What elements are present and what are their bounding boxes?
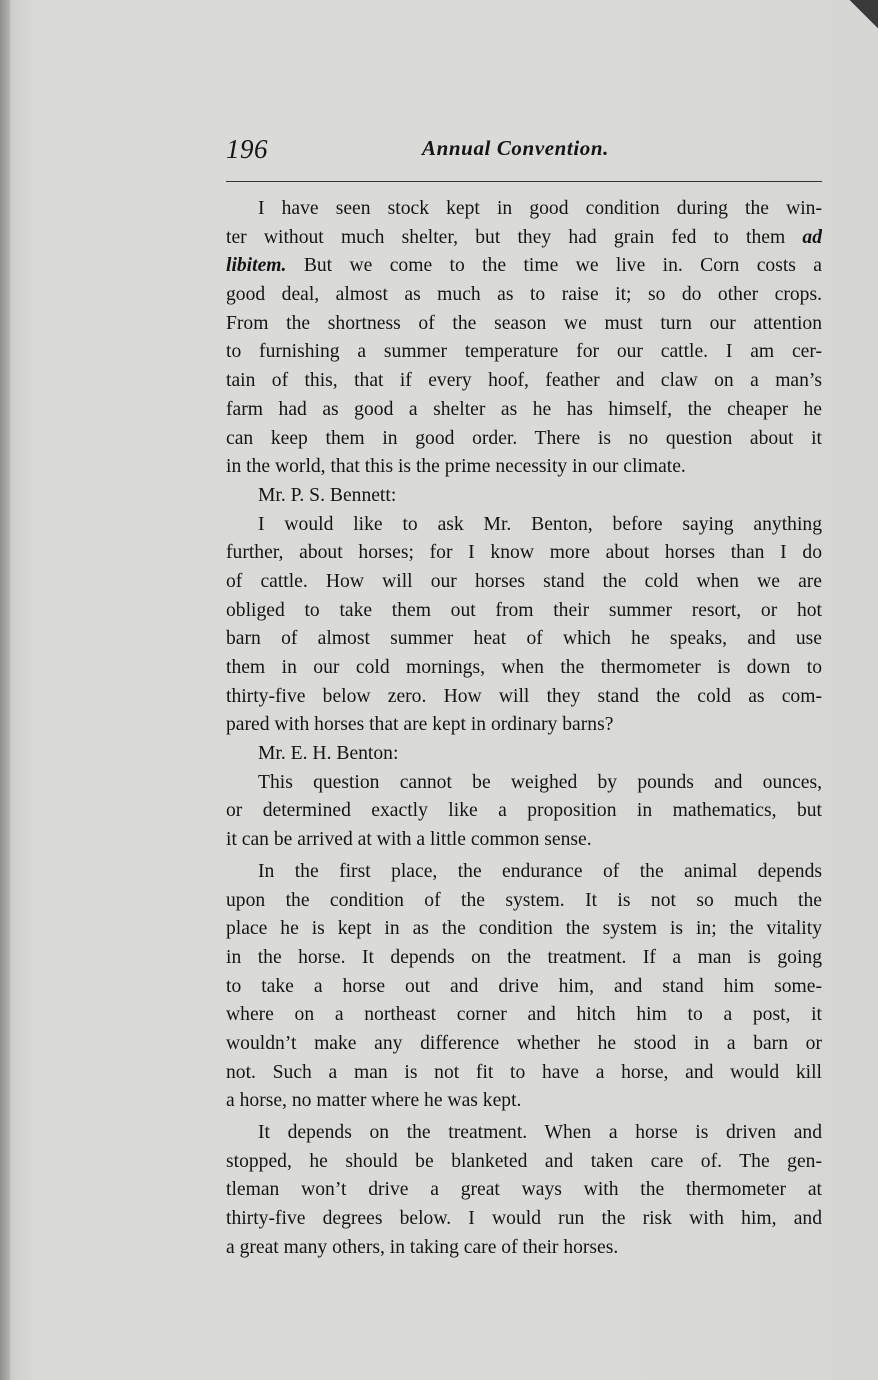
running-title: Annual Convention. — [422, 136, 610, 160]
text-line: thirty-five below zero. How will they stand the cold as com- — [226, 685, 822, 707]
text-line: thirty-five degrees below. I would run the risk with him, and — [226, 1208, 822, 1230]
text-line: barn of almost summer heat of which he speaks, and use — [226, 628, 822, 650]
text-line: tain of this, that if every hoof, feather and claw on a man’s — [226, 370, 822, 392]
text-line: farm had as good a shelter as he has himself, the cheaper he — [226, 398, 822, 420]
text-line: where on a northeast corner and hitch him to a post, it — [226, 1004, 822, 1026]
text-line: It depends on the treatment. When a horse is driven and — [258, 1122, 822, 1143]
page-header — [226, 134, 822, 170]
text-line: in the world, that this is the prime necessity in our climate. — [226, 456, 686, 478]
text-line: In the first place, the endurance of the animal depends — [258, 860, 822, 882]
text-line: upon the condition of the system. It is not so much the — [226, 889, 822, 911]
italic-phrase: ad — [802, 226, 822, 248]
text-line: or determined exactly like a proposition in mathematics, but — [226, 800, 822, 822]
text-line: pared with horses that are kept in ordinary barns? — [226, 714, 614, 736]
text-line: This question cannot be weighed by pounds and ounces, — [258, 771, 822, 793]
text-line: a great many others, in taking care of their horses. — [226, 1236, 619, 1258]
speaker-label: Mr. E. H. Benton: — [258, 743, 399, 765]
text-line: good deal, almost as much as to raise it; so do other crops. — [226, 284, 822, 306]
text-line: libitem. But we come to the time we live in. Corn costs a — [226, 255, 822, 277]
text-line: of cattle. How will our horses stand the cold when we are — [226, 570, 822, 592]
text-line: I have seen stock kept in good condition during the win- — [258, 198, 822, 219]
text-line: stopped, he should be blanketed and taken care of. The gen- — [226, 1150, 822, 1172]
text-line: I would like to ask Mr. Benton, before saying anything — [258, 513, 822, 535]
text-line: it can be arrived at with a little common sense. — [226, 829, 592, 851]
text-line: a horse, no matter where he was kept. — [226, 1090, 522, 1112]
speaker-label: Mr. P. S. Bennett: — [258, 484, 397, 506]
header-rule — [226, 181, 822, 182]
text-line: in the horse. It depends on the treatment. If a man is going — [226, 946, 822, 968]
text-line: them in our cold mornings, when the thermometer is down to — [226, 657, 822, 678]
page-corner-shadow — [848, 0, 878, 40]
text-line: ter without much shelter, but they had grain fed to them ad — [226, 226, 822, 248]
text-line: not. Such a man is not fit to have a horse, and would kill — [226, 1061, 822, 1083]
text-line: wouldn’t make any difference whether he stood in a barn or — [226, 1032, 822, 1054]
italic-phrase: libitem. — [226, 255, 287, 277]
text-line: to furnishing a summer temperature for our cattle. I am cer- — [226, 341, 822, 363]
body-text — [226, 195, 822, 1262]
text-line: can keep them in good order. There is no question about it — [226, 427, 822, 449]
text-line: From the shortness of the season we must turn our attention — [226, 312, 822, 334]
page-spine-shadow — [0, 0, 10, 1380]
text-line: tleman won’t drive a great ways with the thermometer at — [226, 1179, 822, 1201]
text-line: to take a horse out and drive him, and stand him some- — [226, 975, 822, 997]
page-number: 196 — [226, 134, 268, 164]
text-line: obliged to take them out from their summer resort, or hot — [226, 599, 822, 621]
text-line: further, about horses; for I know more about horses than I do — [226, 542, 822, 564]
text-line: place he is kept in as the condition the system is in; the vitality — [226, 918, 822, 940]
